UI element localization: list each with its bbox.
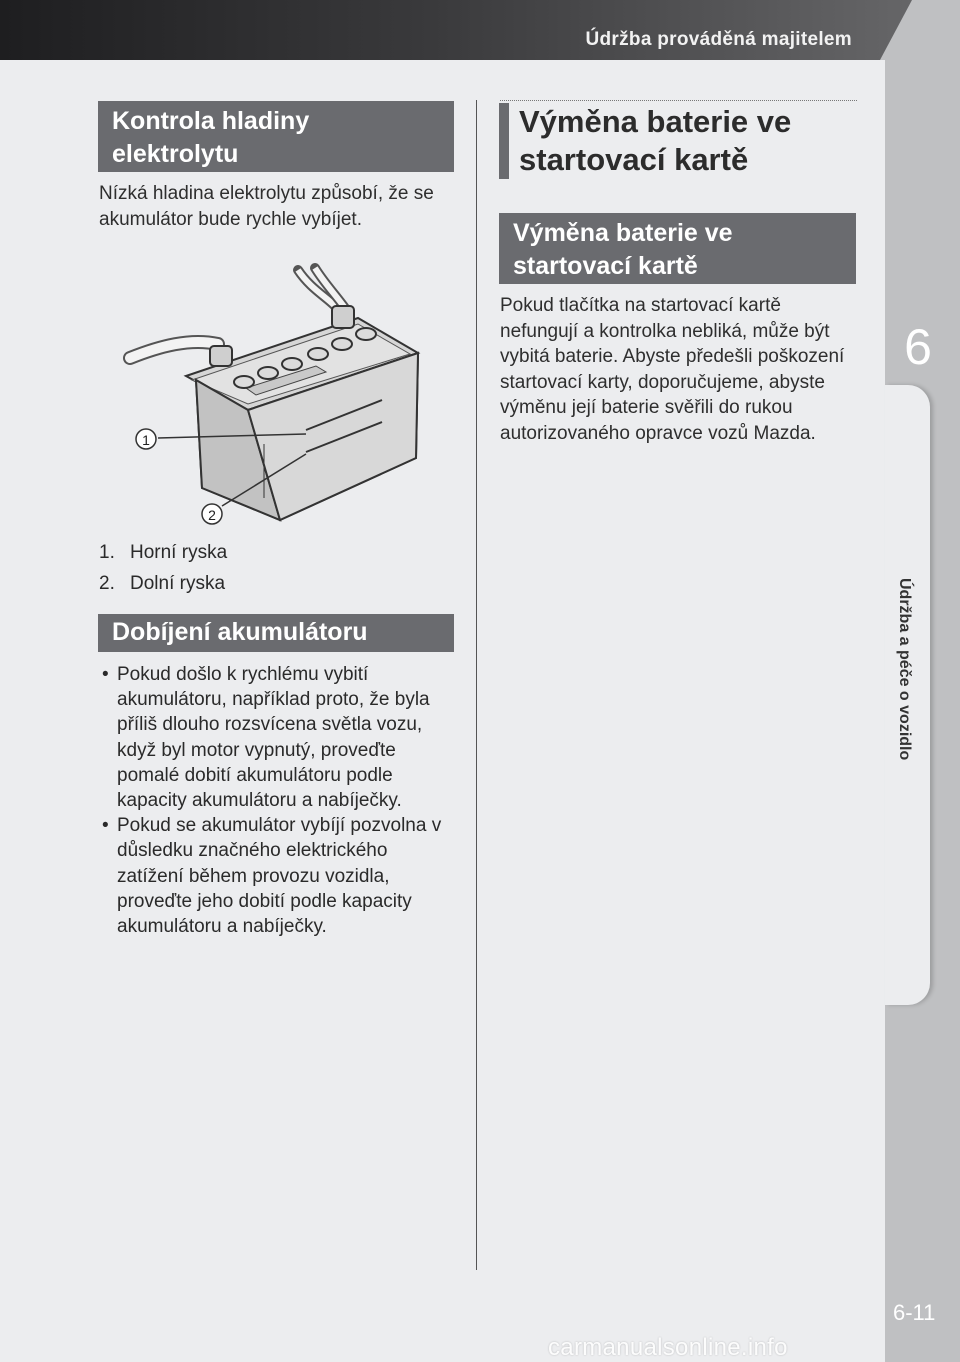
page-number: 6-11 [893,1300,936,1325]
callout-1: 1 [142,432,150,448]
battery-illustration [120,258,430,530]
charging-bullets [99,662,459,939]
list-item: 1. Horní ryska [99,542,228,563]
main-heading-battery-replacement: Výměna baterie ve startovací kartě [499,103,876,179]
list-item: 2. Dolní ryska [99,573,226,594]
dotted-separator [500,100,857,101]
section-heading-electrolyte: Kontrola hladiny elektrolytu [98,101,454,172]
section-heading-battery-replacement: Výměna baterie ve startovací kartě [499,213,856,284]
battery-replacement-paragraph: Pokud tlačítka na startovací kartě nefungují a kontrolka nebliká, může být vybitá baterie. Abyste předešli poškození startovací karty, doporučujeme, abyste výměnu její baterie svěřili do rukou autorizovaného opravce vozů Mazda. [500,295,845,444]
chapter-title: Údržba a péče o vozidlo [896,578,913,761]
level-list [99,537,227,599]
electrolyte-paragraph: Nízká hladina elektrolytu způsobí, že se akumulátor bude rychle vybíjet. [99,183,434,230]
section-heading-charging: Dobíjení akumulátoru [98,614,454,652]
list-item: • Pokud došlo k rychlému vybití akumulátoru, například proto, že byla příliš dlouho rozsvícena světla vozu, když byl motor vypnutý, proveďte pomalé dobití akumulátoru podle kapacity akumulátoru a nabíječky. [102,664,430,812]
column-divider [476,100,477,1270]
watermark: carmanualsonline.info [548,1334,788,1361]
header-title: Údržba prováděná majitelem [585,29,852,50]
chapter-number: 6 [904,319,932,375]
callout-2: 2 [208,507,216,523]
list-item: • Pokud se akumulátor vybíjí pozvolna v důsledku značného elektrického zatížení během provozu vozidla, proveďte jeho dobití podle kapacity akumulátoru a nabíječky. [102,815,442,938]
